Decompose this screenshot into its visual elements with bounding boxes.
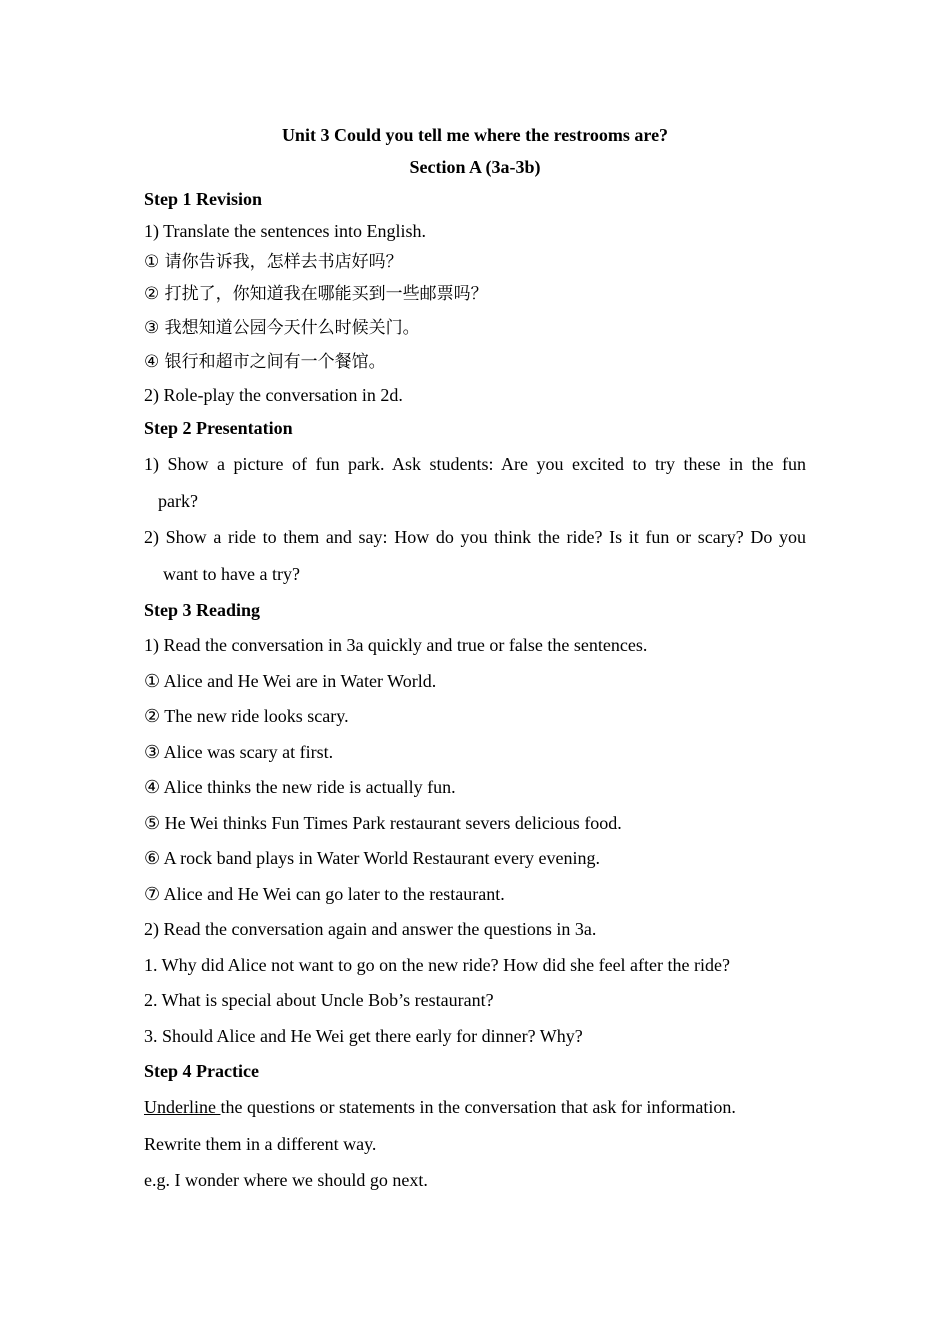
step1-item1: 1) Translate the sentences into English. (144, 221, 426, 241)
step1-cn-sentence-4: ④ 银行和超市之间有一个餐馆。 (144, 352, 386, 372)
step2-item1-line2: park? (158, 491, 198, 511)
step3-statement-7: ⑦ Alice and He Wei can go later to the restaurant. (144, 884, 505, 904)
step1-item2: 2) Role-play the conversation in 2d. (144, 385, 403, 405)
step3-statement-1: ① Alice and He Wei are in Water World. (144, 671, 437, 691)
step1-cn-sentence-1: ① 请你告诉我，怎样去书店好吗？ (144, 252, 403, 272)
step2-item1-line1: 1) Show a picture of fun park. Ask students: Are you excited to try these in the fun (144, 454, 806, 474)
step4-line2: Rewrite them in a different way. (144, 1134, 377, 1154)
step2-heading: Step 2 Presentation (144, 418, 293, 438)
step3-statement-3: ③ Alice was scary at first. (144, 742, 334, 762)
step3-question-1: 1. Why did Alice not want to go on the new ride? How did she feel after the ride? (144, 955, 730, 975)
page-title: Unit 3 Could you tell me where the restrooms are? (281, 125, 669, 145)
step3-heading: Step 3 Reading (144, 600, 261, 620)
step3-statement-6: ⑥ A rock band plays in Water World Restaurant every evening. (144, 848, 600, 868)
step3-item1: 1) Read the conversation in 3a quickly and true or false the sentences. (144, 635, 648, 655)
step3-statement-2: ② The new ride looks scary. (144, 706, 349, 726)
step1-heading: Step 1 Revision (144, 189, 263, 209)
step3-statement-4: ④ Alice thinks the new ride is actually fun. (144, 777, 456, 797)
step3-item2: 2) Read the conversation again and answer the questions in 3a. (144, 919, 597, 939)
step1-cn-sentence-3: ③ 我想知道公园今天什么时候关门。 (144, 318, 420, 338)
step3-question-2: 2. What is special about Uncle Bob’s restaurant? (144, 990, 494, 1010)
step2-item2-line1: 2) Show a ride to them and say: How do you think the ride? Is it fun or scary? Do you (144, 527, 806, 547)
step2-item2-line2: want to have a try? (163, 564, 300, 584)
step4-line1-rest: the questions or statements in the conversation that ask for information. (220, 1097, 736, 1117)
step3-question-3: 3. Should Alice and He Wei get there early for dinner? Why? (144, 1026, 583, 1046)
step4-example: e.g. I wonder where we should go next. (144, 1170, 428, 1190)
step4-heading: Step 4 Practice (144, 1061, 259, 1081)
step1-cn-sentence-2: ② 打扰了，你知道我在哪能买到一些邮票吗？ (144, 284, 488, 304)
step3-statement-5: ⑤ He Wei thinks Fun Times Park restaurant severs delicious food. (144, 813, 622, 833)
section-subtitle: Section A (3a-3b) (409, 157, 541, 177)
step4-line1 (144, 1096, 806, 1118)
underline-word: Underline (144, 1097, 221, 1117)
